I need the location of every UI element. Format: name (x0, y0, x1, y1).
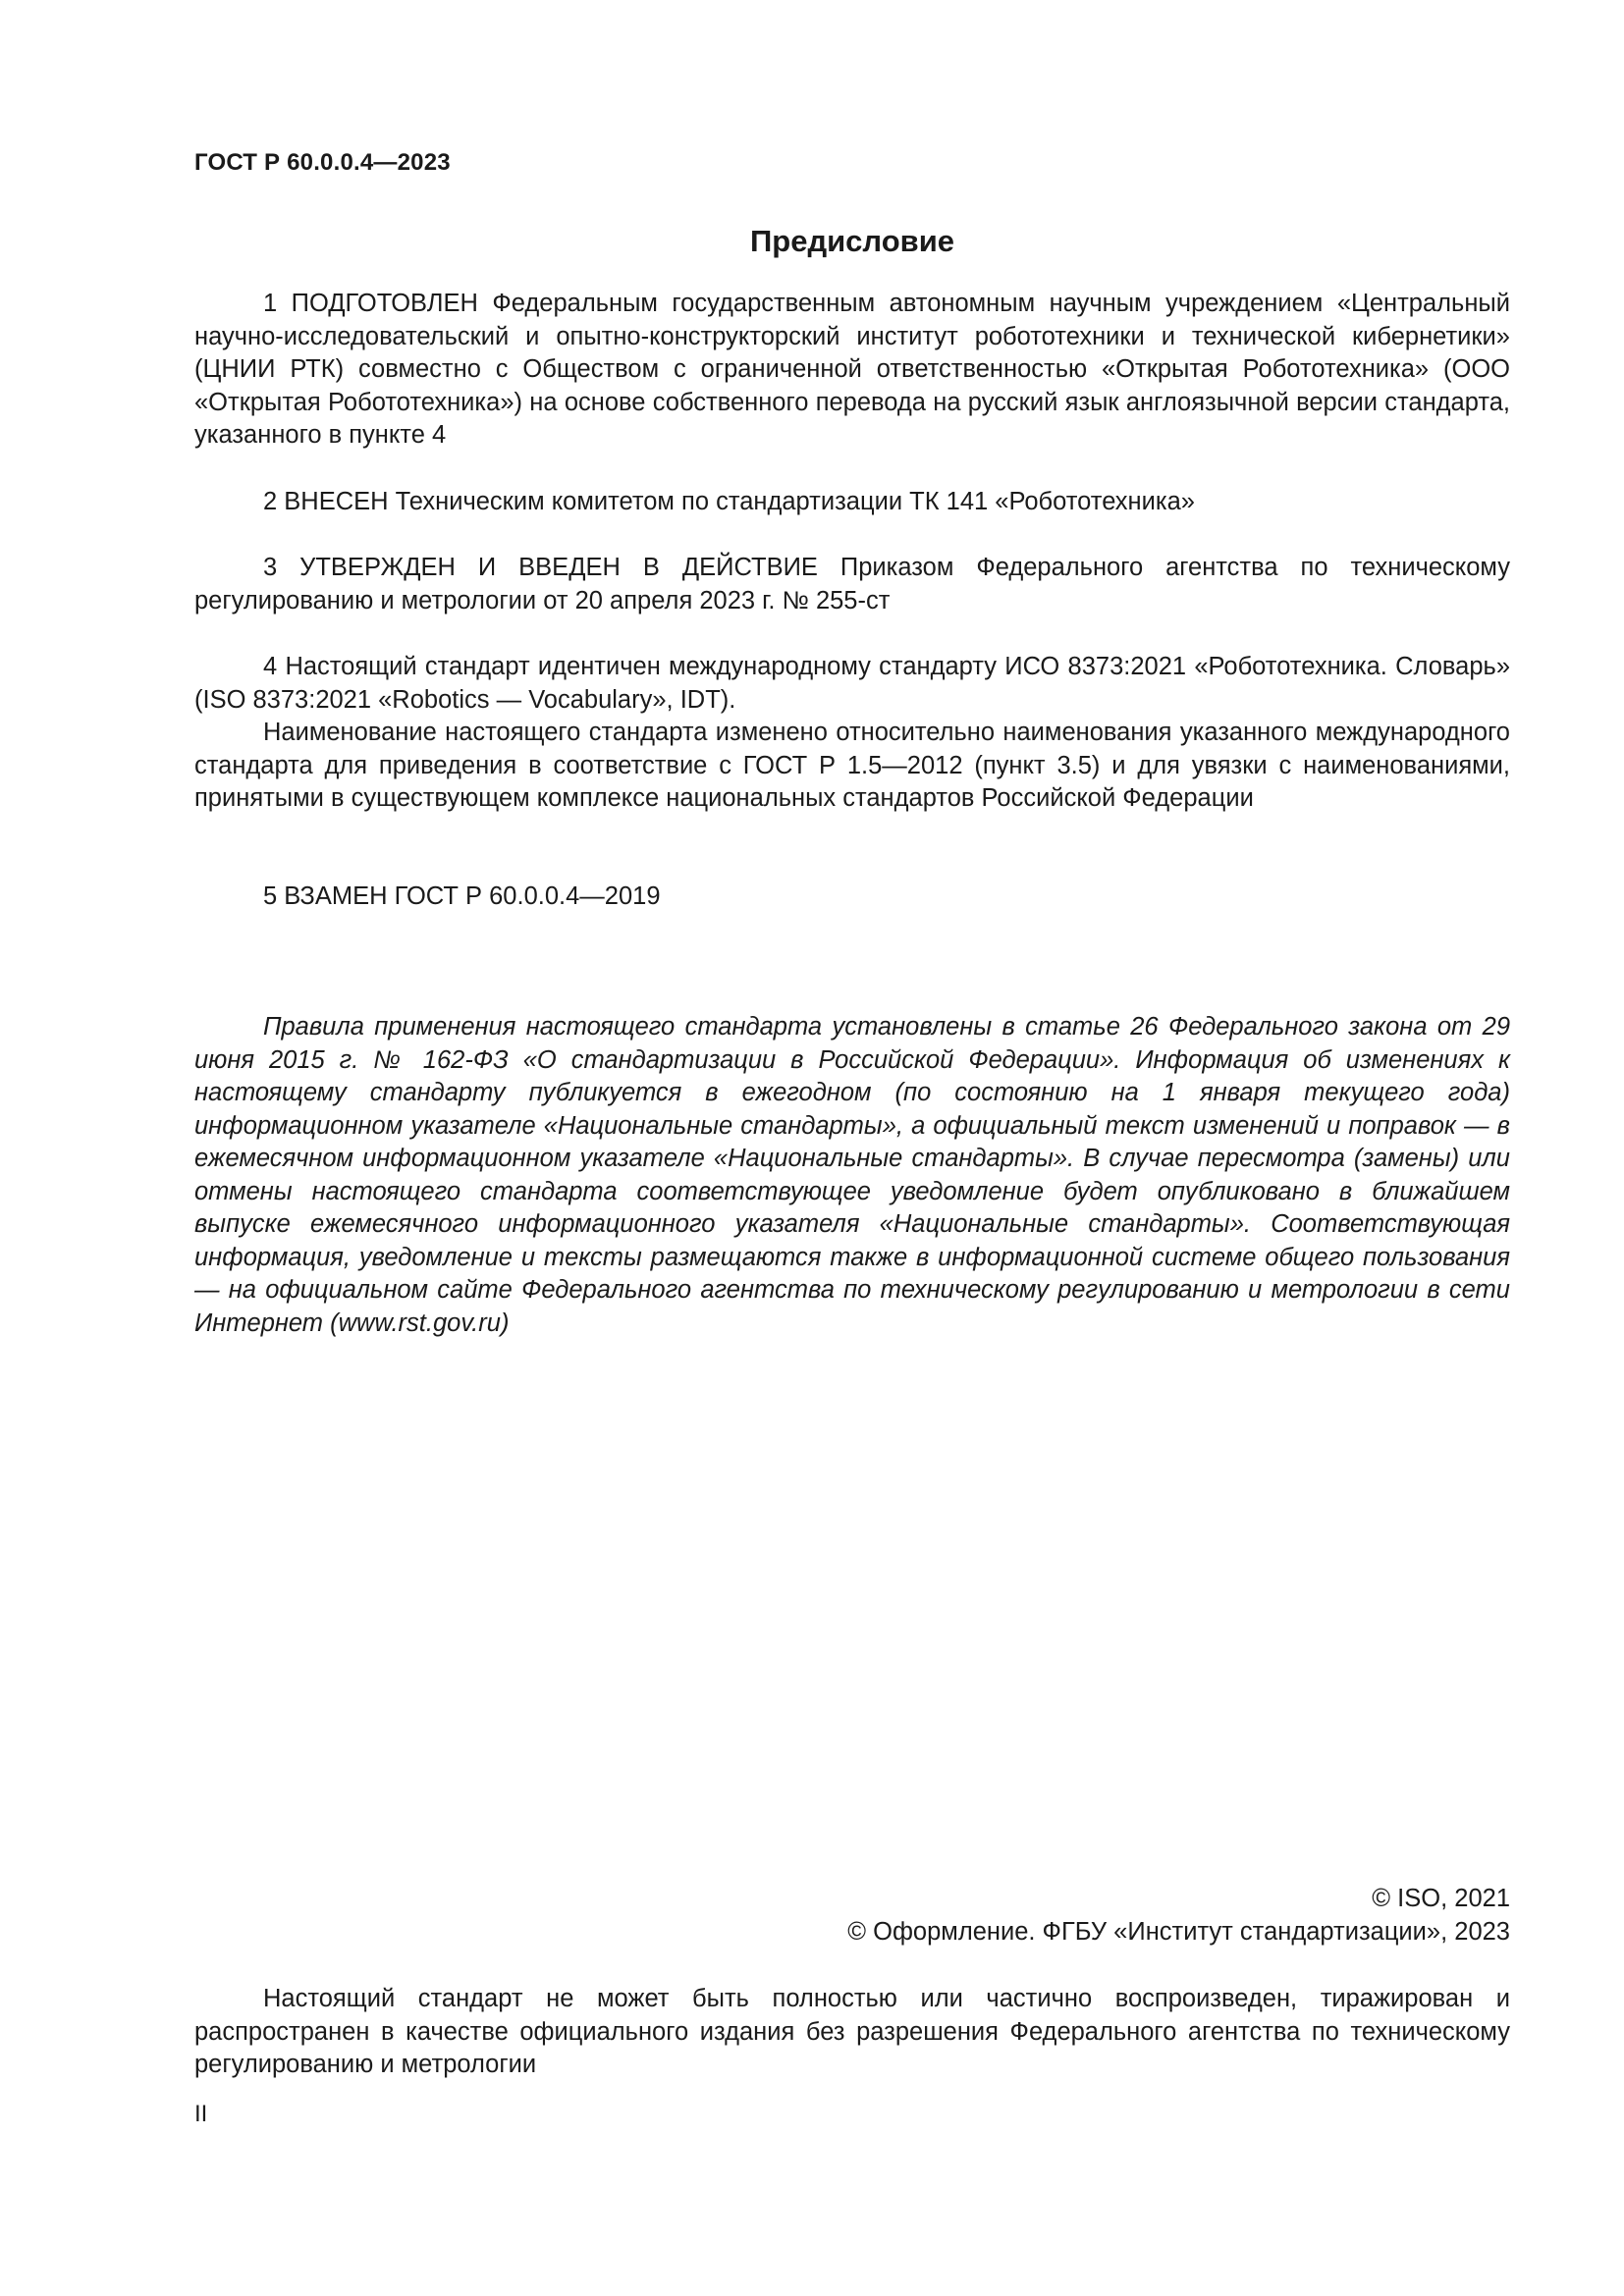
page-number: II (194, 2101, 208, 2127)
paragraph-introduced-by (194, 486, 1510, 519)
paragraph-2-text: 2 ВНЕСЕН Техническим комитетом по стандартизации ТК 141 «Робототехника» (263, 488, 1195, 515)
rules-of-application-notice (194, 1011, 1510, 1340)
rules-notice-text: Правила применения настоящего стандарта установлены в статье 26 Федерального закона от 29 июня 2015 г. № 162-ФЗ «О стандартизации в Российской Федерации». Информация об изменениях к настоящему стандарту публикуется в ежегодном (по состоянию на 1 января текущего года) информационном указателе «Национальные стандарты», а официальный текст изменений и поправок — в ежемесячном информационном указателе «Национальные стандарты». В случае пересмотра (замены) или отмены настоящего стандарта соответствующее уведомление будет опубликовано в ближайшем выпуске ежемесячного информационного указателя «Национальные стандарты». Соответствующая информация, уведомление и тексты размещаются также в информационной системе общего пользования — на официальном сайте Федерального агентства по техническому регулированию и метрологии в сети Интернет (www.rst.gov.ru) (194, 1013, 1510, 1337)
paragraph-3-text: 3 УТВЕРЖДЕН И ВВЕДЕН В ДЕЙСТВИЕ Приказом Федерального агентства по техническому регулированию и метрологии от 20 апреля 2023 г. № 255-ст (194, 554, 1510, 614)
copyright-design: © Оформление. ФГБУ «Институт стандартизации», 2023 (847, 1917, 1510, 1946)
paragraph-replaces (194, 881, 1510, 914)
paragraph-4a-text: 4 Настоящий стандарт идентичен международному стандарту ИСО 8373:2021 «Робототехника. Словарь» (ISO 8373:2021 «Robotics — Vocabulary», IDT). (194, 653, 1510, 714)
reproduction-notice-text: Настоящий стандарт не может быть полностью или частично воспроизведен, тиражирован и распространен в качестве официального издания без разрешения Федерального агентства по техническому регулированию и метрологии (194, 1985, 1510, 2078)
paragraph-approved (194, 552, 1510, 617)
copyright-iso: © ISO, 2021 (1372, 1885, 1510, 1912)
paragraph-1-text: 1 ПОДГОТОВЛЕН Федеральным государственным автономным научным учреждением «Центральный научно-исследовательский и опытно-конструкторский институт робототехники и технической кибернетики» (ЦНИИ РТК) совместно с Обществом с ограниченной ответственностью «Открытая Робототехника» (ООО «Открытая Робототехника») на основе собственного перевода на русский язык англоязычной версии стандарта, указанного в пункте 4 (194, 290, 1510, 449)
paragraph-5-text: 5 ВЗАМЕН ГОСТ Р 60.0.0.4—2019 (263, 882, 661, 910)
paragraph-identical-standard (194, 651, 1510, 816)
page-title: Предисловие (749, 224, 954, 258)
reproduction-notice (194, 1983, 1510, 2082)
standard-code-header: ГОСТ Р 60.0.0.4—2023 (194, 149, 451, 176)
copyright-block (194, 1883, 1510, 1949)
paragraph-prepared-by (194, 288, 1510, 453)
paragraph-4b-text: Наименование настоящего стандарта изменено относительно наименования указанного международного стандарта для приведения в соответствие с ГОСТ Р 1.5—2012 (пункт 3.5) и для увязки с наименованиями, принятыми в существующем комплексе национальных стандартов Российской Федерации (194, 719, 1510, 812)
